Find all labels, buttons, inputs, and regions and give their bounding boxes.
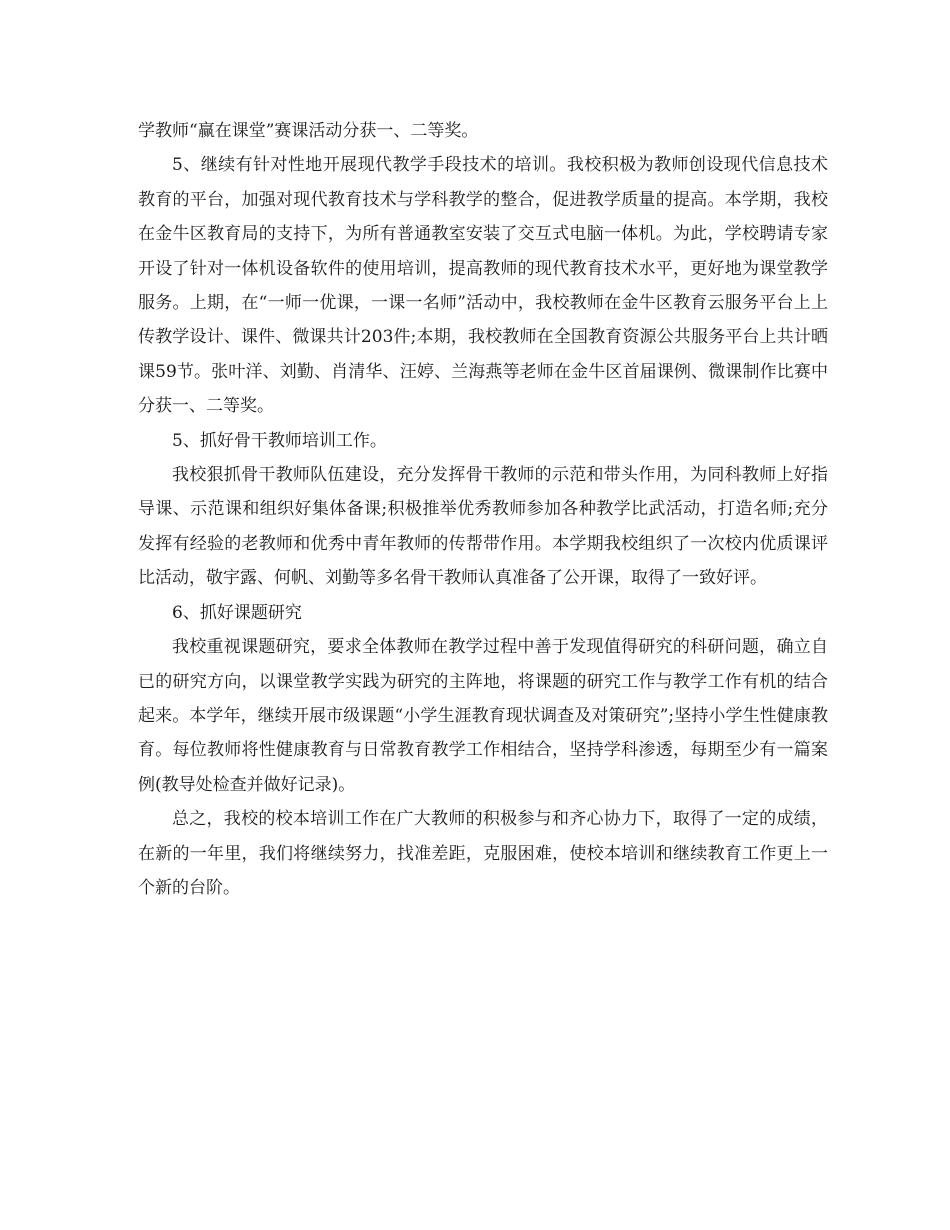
paragraph-backbone-teacher-training: 我校狠抓骨干教师队伍建设，充分发挥骨干教师的示范和带头作用，为同科教师上好指导课、示范课和组织好集体备课;积极推举优秀教师参加各种教学比武活动，打造名师;充分发挥有经验的老教师和优秀中青年教师的传帮带作用。本学期我校组织了一次校内优质课评比活动，敬宇露、何帆、刘勤等多名骨干教师认真准备了公开课，取得了一致好评。 [138, 465, 828, 589]
paragraph-research-projects: 我校重视课题研究，要求全体教师在教学过程中善于发现值得研究的科研问题，确立自已的研究方向，以课堂教学实践为研究的主阵地，将课题的研究工作与教学工作有机的结合起来。本学年，继续开展市级课题“小学生涯教育现状调查及对策研究”;坚持小学生性健康教育。每位教师将性健康教育与日常教育教学工作相结合，坚持学科渗透，每期至少有一篇案例(教导处检查并做好记录)。 [138, 637, 828, 795]
heading-backbone-teacher-training: 5、抓好骨干教师培训工作。 [172, 430, 387, 451]
paragraph-modern-teaching-training: 5、继续有针对性地开展现代教学手段技术的培训。我校积极为教师创设现代信息技术教育的平台，加强对现代教育技术与学科教学的整合，促进教学质量的提高。本学期，我校在金牛区教育局的支持下，为所有普通教室安装了交互式电脑一体机。为此，学校聘请专家开设了针对一体机设备软件的使用培训，提高教师的现代教育技术水平，更好地为课堂教学服务。上期，在“一师一优课，一课一名师”活动中，我校教师在金牛区教育云服务平台上上传教学设计、课件、微课共计203件;本期，我校教师在全国教育资源公共服务平台上共计晒课59节。张叶洋、刘勤、肖清华、汪婷、兰海燕等老师在金牛区首届课例、微课制作比赛中分获一、二等奖。 [138, 155, 828, 417]
paragraph-conclusion: 总之，我校的校本培训工作在广大教师的积极参与和齐心协力下，取得了一定的成绩，在新的一年里，我们将继续努力，找准差距，克服困难，使校本培训和继续教育工作更上一个新的台阶。 [138, 809, 828, 898]
document-body [138, 114, 828, 905]
paragraph-continuation: 学教师“赢在课堂”赛课活动分获一、二等奖。 [138, 121, 479, 141]
heading-research-projects: 6、抓好课题研究 [172, 602, 302, 623]
